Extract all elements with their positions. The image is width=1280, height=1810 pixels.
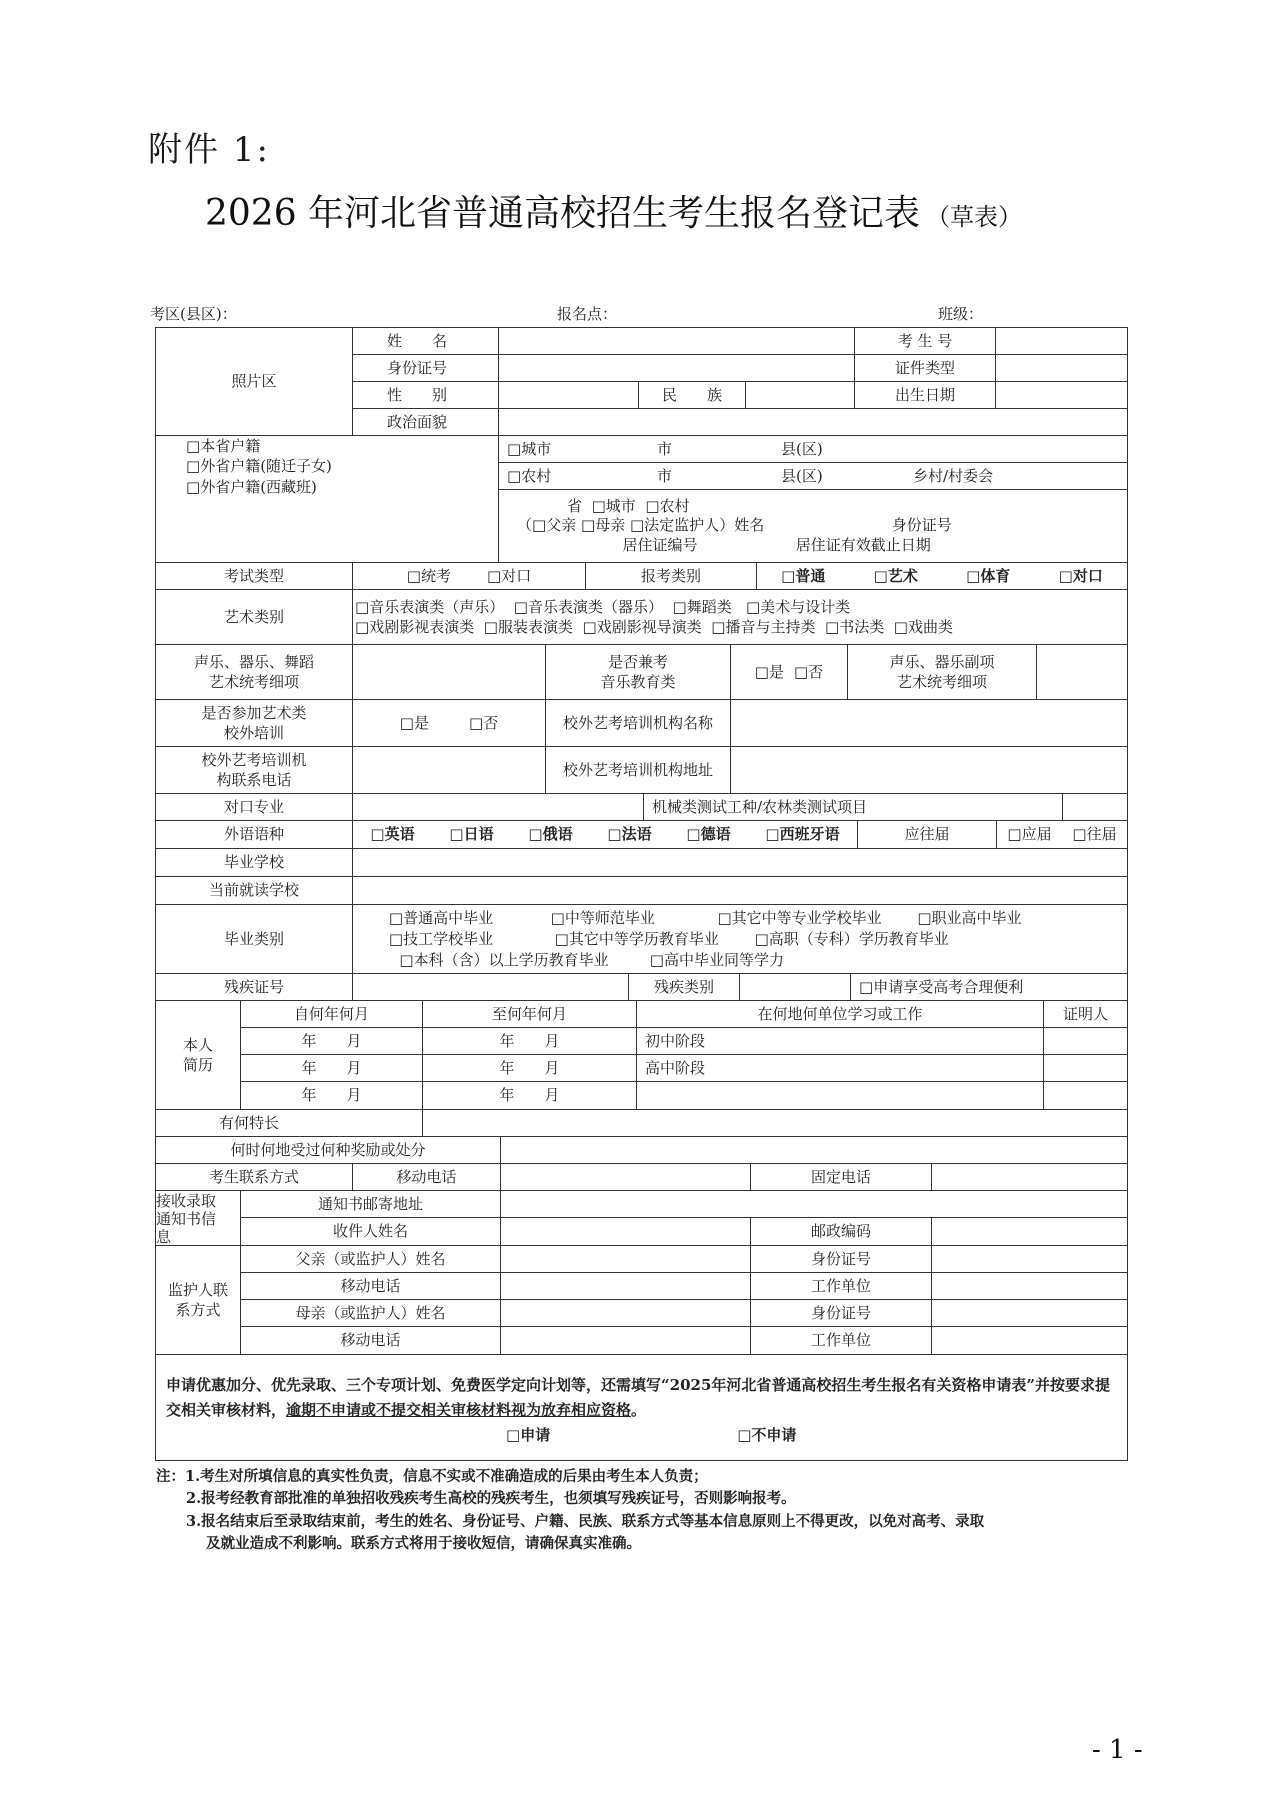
hukou-option-tibet[interactable]: □ 外省户籍(西藏班)	[186, 477, 317, 497]
hukou-rural-checkbox[interactable]: □ 农村	[507, 466, 657, 486]
mailing-address-input[interactable]	[500, 1190, 1128, 1218]
not-apply-checkbox[interactable]: □ 不申请	[737, 1426, 796, 1444]
notice-receipt-label-line1: 接收录取	[156, 1191, 217, 1210]
art-detail-label-line1: 声乐、器乐、舞蹈	[193, 652, 314, 671]
vocational-test-item-label: 机械类测试工种/农林类测试项目	[643, 793, 1063, 821]
recipient-name-label: 收件人姓名	[240, 1217, 501, 1246]
notice-receipt-label	[155, 1190, 241, 1246]
title-sub: （草表）	[926, 203, 1023, 231]
note-3-continued: 及就业造成不利影响。联系方式将用于接收短信，请确保真实准确。	[206, 1535, 641, 1553]
mailing-address-label: 通知书邮寄地址	[240, 1190, 501, 1218]
hukou-options	[155, 435, 499, 563]
category-art-checkbox[interactable]: □ 艺术	[874, 566, 918, 586]
photo-area[interactable]: 照片区	[155, 327, 353, 436]
residence-permit-number-label: 居住证编号	[622, 535, 698, 554]
foreign-language-label: 外语语种	[155, 820, 353, 849]
id-number-input[interactable]	[498, 354, 855, 382]
title-main: 2026 年河北省普通高校招生考生报名登记表	[205, 193, 921, 234]
resume-row3-place[interactable]	[636, 1081, 1044, 1110]
lang-french-checkbox[interactable]: □ 法语	[607, 824, 651, 844]
qualification-notice-end: 。	[631, 1400, 647, 1419]
category-label: 报考类别	[585, 562, 757, 590]
qualification-notice-warning: 逾期不申请或不提交相关审核材料视为放弃相应资格	[286, 1400, 632, 1419]
hukou-outside-block	[498, 489, 1128, 563]
mother-mobile-input[interactable]	[500, 1326, 751, 1355]
hukou-city-suffix: 市	[657, 439, 673, 458]
training-phone-label	[155, 746, 353, 794]
note-1: 1.考生对所填信息的真实性负责，信息不实或不准确造成的后果由考生本人负责；	[185, 1468, 708, 1485]
resume-header-witness: 证明人	[1043, 1000, 1128, 1028]
guardian-label-line2: 系方式	[175, 1301, 221, 1319]
awards-input[interactable]	[500, 1136, 1128, 1164]
political-status-input[interactable]	[498, 408, 1128, 436]
mother-id-label: 身份证号	[750, 1299, 932, 1327]
resume-header-from: 自何年何月	[240, 1000, 423, 1028]
guardian-name-label: ）姓名	[719, 516, 765, 535]
vocational-major-input[interactable]	[352, 793, 644, 821]
guardian-label-line1: 监护人联	[167, 1280, 228, 1299]
graduated-school-input[interactable]	[352, 848, 1128, 877]
training-phone-label-line1: 校外艺考培训机	[201, 750, 307, 769]
gender-input[interactable]	[498, 381, 639, 409]
music-edu-label-line1: 是否兼考	[607, 652, 668, 671]
recipient-name-input[interactable]	[500, 1217, 751, 1246]
training-org-address-input[interactable]	[730, 746, 1128, 794]
resume-header-to: 至何年何月	[422, 1000, 637, 1028]
training-phone-label-line2: 构联系电话	[216, 771, 292, 789]
training-no-checkbox[interactable]: □ 否	[469, 713, 498, 733]
disability-type-input[interactable]	[739, 973, 851, 1001]
notice-receipt-label-line2: 通知书信	[156, 1209, 217, 1228]
art-vocal-checkbox[interactable]: □ 音乐表演类（声乐）	[355, 598, 504, 616]
category-general-checkbox[interactable]: □ 普通	[781, 566, 825, 586]
ethnicity-input[interactable]	[745, 381, 855, 409]
gender-label: 性 别	[352, 381, 499, 409]
mother-name-label: 母亲（或监护人）姓名	[240, 1299, 501, 1327]
grad-bachelor-checkbox[interactable]: □ 本科（含）以上学历教育毕业	[363, 950, 645, 971]
art-broadcasting-checkbox[interactable]: □ 播音与主持类	[711, 618, 815, 636]
training-label	[155, 699, 353, 747]
specialty-input[interactable]	[422, 1109, 1128, 1137]
art-dance-checkbox[interactable]: □ 舞蹈类	[673, 598, 732, 616]
music-edu-label	[545, 644, 731, 700]
lang-english-checkbox[interactable]: □ 英语	[370, 824, 414, 844]
lang-spanish-checkbox[interactable]: □ 西班牙语	[765, 824, 839, 844]
category-vocational-checkbox[interactable]: □ 对口	[1059, 566, 1103, 586]
grad-technical-school-checkbox[interactable]: □ 技工学校毕业	[363, 929, 519, 950]
training-phone-input[interactable]	[352, 746, 546, 794]
resume-row1-witness[interactable]	[1043, 1027, 1128, 1055]
vocational-test-item-input[interactable]	[1062, 793, 1128, 821]
hukou-city-checkbox[interactable]: □ 城市	[507, 439, 657, 459]
father-name-label: 父亲（或监护人）姓名	[240, 1245, 501, 1273]
registration-point-label: 报名点：	[557, 305, 618, 323]
current-school-label: 当前就读学校	[155, 876, 353, 905]
resume-row1-to[interactable]: 年 月	[422, 1027, 637, 1055]
music-edu-label-line2: 音乐教育类	[600, 673, 676, 691]
class-label: 班级：	[938, 305, 984, 323]
resume-row1-place[interactable]: 初中阶段	[636, 1027, 1044, 1055]
mother-id-input[interactable]	[931, 1299, 1128, 1327]
training-org-address-label: 校外艺考培训机构地址	[545, 746, 731, 794]
current-school-input[interactable]	[352, 876, 1128, 905]
art-fashion-checkbox[interactable]: □ 服装表演类	[484, 618, 573, 636]
art-calligraphy-checkbox[interactable]: □ 书法类	[825, 618, 884, 636]
art-detail-input[interactable]	[352, 644, 546, 700]
mother-workplace-input[interactable]	[931, 1326, 1128, 1355]
father-id-label: 身份证号	[750, 1245, 932, 1273]
apply-checkbox[interactable]: □ 申请	[506, 1423, 732, 1448]
notes-prefix: 注：	[156, 1468, 185, 1485]
mother-workplace-label: 工作单位	[750, 1326, 932, 1355]
contact-mobile-input[interactable]	[500, 1163, 751, 1191]
disability-cert-input[interactable]	[352, 973, 629, 1001]
lang-russian-checkbox[interactable]: □ 俄语	[528, 824, 572, 844]
grad-other-specialized-checkbox[interactable]: □ 其它中等专业学校毕业	[687, 908, 913, 929]
grad-vocational-hs-checkbox[interactable]: □ 职业高中毕业	[917, 909, 1021, 927]
hukou-county-suffix: 县(区)	[781, 439, 823, 458]
resume-row3-to[interactable]: 年 月	[422, 1081, 637, 1110]
hukou-rural-city-suffix: 市	[657, 466, 673, 485]
name-label: 姓 名	[352, 327, 499, 355]
resume-header-place: 在何地何单位学习或工作	[636, 1000, 1044, 1028]
vocational-major-label: 对口专业	[155, 793, 353, 821]
id-type-label: 证件类型	[854, 354, 996, 382]
accommodation-checkbox[interactable]: □ 申请享受高考合理便利	[859, 977, 1023, 997]
art-directing-checkbox[interactable]: □ 戏剧影视导演类	[583, 618, 702, 636]
resume-label-line2: 简历	[182, 1056, 213, 1074]
political-status-label: 政治面貌	[352, 408, 499, 436]
sub-item-label	[847, 644, 1037, 700]
grad-higher-vocational-checkbox[interactable]: □ 高职（专科）学历教育毕业	[755, 930, 949, 948]
training-label-line1: 是否参加艺术类	[201, 703, 307, 722]
hukou-option-migrant[interactable]: □ 外省户籍(随迁子女)	[186, 456, 332, 476]
birth-date-label: 出生日期	[854, 381, 996, 409]
resume-row2-place[interactable]: 高中阶段	[636, 1054, 1044, 1082]
note-3: 3.报名结束后至录取结束前，考生的姓名、身份证号、户籍、民族、联系方式等基本信息原则上不得更改，以免对高考、录取	[186, 1512, 985, 1530]
hukou-rural-county-suffix: 县(区)	[781, 466, 823, 485]
music-edu-options	[730, 644, 848, 700]
lang-german-checkbox[interactable]: □ 德语	[686, 824, 730, 844]
art-detail-label	[155, 644, 353, 700]
art-category-label: 艺术类别	[155, 589, 353, 645]
category-options	[756, 562, 1128, 590]
foreign-language-options	[352, 820, 858, 849]
art-opera-checkbox[interactable]: □ 戏曲类	[894, 618, 953, 636]
exam-type-options	[352, 562, 586, 590]
resume-row1-from[interactable]: 年 月	[240, 1027, 423, 1055]
resume-row3-from[interactable]: 年 月	[240, 1081, 423, 1110]
notice-receipt-label-line3: 息	[156, 1227, 172, 1246]
resume-row2-to[interactable]: 年 月	[422, 1054, 637, 1082]
training-options	[352, 699, 546, 747]
candidate-number-input[interactable]	[995, 327, 1128, 355]
exam-type-vocational-checkbox[interactable]: □ 对口	[487, 566, 531, 586]
sub-item-label-line2: 艺术统考细项	[896, 673, 987, 691]
training-org-name-label: 校外艺考培训机构名称	[545, 699, 731, 747]
contact-landline-input[interactable]	[931, 1163, 1128, 1191]
sub-item-input[interactable]	[1036, 644, 1128, 700]
page-title	[205, 185, 1022, 236]
outside-rural-checkbox[interactable]: □ 农村	[645, 497, 689, 515]
resume-row2-witness[interactable]	[1043, 1054, 1128, 1082]
training-org-name-input[interactable]	[730, 699, 1128, 747]
qualification-notice	[155, 1354, 1128, 1461]
grad-other-secondary-checkbox[interactable]: □ 其它中等学历教育毕业	[524, 929, 750, 950]
grad-general-hs-checkbox[interactable]: □ 普通高中毕业	[363, 908, 519, 929]
contact-landline-label: 固定电话	[750, 1163, 932, 1191]
accommodation-option	[850, 973, 1128, 1001]
specialty-label: 有何特长	[155, 1109, 423, 1137]
resume-row3-witness[interactable]	[1043, 1081, 1128, 1110]
graduate-status-label: 应往届	[857, 820, 997, 849]
father-name-input[interactable]	[500, 1245, 751, 1273]
sub-item-label-line1: 声乐、器乐副项	[889, 652, 995, 671]
attachment-label: 附件 1:	[148, 130, 270, 170]
hukou-option-local[interactable]: □ 本省户籍	[186, 436, 260, 456]
guardian-mother-checkbox[interactable]: □ 母亲	[581, 516, 625, 534]
graduation-type-label: 毕业类别	[155, 904, 353, 974]
resume-label	[155, 1000, 241, 1110]
music-edu-yes-checkbox[interactable]: □ 是	[755, 662, 784, 682]
exam-type-label: 考试类型	[155, 562, 353, 590]
lang-japanese-checkbox[interactable]: □ 日语	[449, 824, 493, 844]
father-workplace-label: 工作单位	[750, 1272, 932, 1300]
disability-type-label: 残疾类别	[628, 973, 740, 1001]
grad-equivalent-checkbox[interactable]: □ 高中毕业同等学力	[650, 951, 784, 969]
art-category-options	[352, 589, 1128, 645]
graduated-school-label: 毕业学校	[155, 848, 353, 877]
resume-row2-from[interactable]: 年 月	[240, 1054, 423, 1082]
music-edu-no-checkbox[interactable]: □ 否	[794, 662, 823, 682]
guardian-label	[155, 1245, 241, 1355]
category-sports-checkbox[interactable]: □ 体育	[966, 566, 1010, 586]
notes-section	[156, 1466, 1136, 1556]
outside-city-checkbox[interactable]: □ 城市	[592, 497, 636, 515]
past-graduate-checkbox[interactable]: □ 往届	[1072, 824, 1116, 844]
ethnicity-label: 民 族	[638, 381, 746, 409]
current-graduate-checkbox[interactable]: □ 应届	[1007, 824, 1051, 844]
birth-date-input[interactable]	[995, 381, 1128, 409]
page-number: - 1 -	[1092, 1735, 1143, 1765]
postcode-input[interactable]	[931, 1217, 1128, 1246]
exam-area-label: 考区(县区)：	[150, 305, 237, 323]
contact-label: 考生联系方式	[155, 1163, 353, 1191]
hukou-village-suffix: 乡村/村委会	[913, 466, 994, 485]
id-type-input[interactable]	[995, 354, 1128, 382]
awards-label: 何时何地受过何种奖励或处分	[155, 1136, 501, 1164]
father-id-input[interactable]	[931, 1245, 1128, 1273]
outside-province-label: 省	[567, 496, 583, 515]
art-detail-label-line2: 艺术统考细项	[208, 673, 299, 691]
disability-cert-label: 残疾证号	[155, 973, 353, 1001]
art-fine-arts-checkbox[interactable]: □ 美术与设计类	[746, 598, 850, 616]
note-2: 2.报考经教育部批准的单独招收残疾考生高校的残疾考生，也须填写残疾证号，否则影响报考。	[186, 1490, 796, 1508]
residence-permit-expiry-label: 居住证有效截止日期	[795, 535, 931, 554]
guardian-legal-checkbox[interactable]: □ 法定监护人	[630, 516, 719, 534]
graduation-type-options	[352, 904, 1128, 974]
father-workplace-input[interactable]	[931, 1272, 1128, 1300]
father-mobile-input[interactable]	[500, 1272, 751, 1300]
training-label-line2: 校外培训	[223, 724, 284, 742]
qualification-notice-text: 申请优惠加分、优先录取、三个专项计划、免费医学定向计划等，还需填写“2025年河北省普通高校招生考生报名有关资格申请表”并按要求提交相关审核材料，	[166, 1376, 1111, 1419]
graduate-status-options	[996, 820, 1128, 849]
candidate-number-label: 考 生 号	[854, 327, 996, 355]
art-instrumental-checkbox[interactable]: □ 音乐表演类（器乐）	[514, 598, 663, 616]
paren-open: （	[517, 516, 533, 535]
father-mobile-label: 移动电话	[240, 1272, 501, 1300]
contact-mobile-label: 移动电话	[352, 1163, 501, 1191]
art-drama-acting-checkbox[interactable]: □ 戏剧影视表演类	[355, 618, 474, 636]
guardian-id-label: 身份证号	[891, 516, 952, 535]
mother-mobile-label: 移动电话	[240, 1326, 501, 1355]
resume-label-line1: 本人	[182, 1035, 213, 1054]
name-input[interactable]	[498, 327, 855, 355]
hukou-city-row	[498, 435, 1128, 463]
id-number-label: 身份证号	[352, 354, 499, 382]
postcode-label: 邮政编码	[750, 1217, 932, 1246]
training-yes-checkbox[interactable]: □ 是	[400, 713, 429, 733]
guardian-father-checkbox[interactable]: □ 父亲	[532, 516, 576, 534]
hukou-rural-row	[498, 462, 1128, 490]
mother-name-input[interactable]	[500, 1299, 751, 1327]
exam-type-unified-checkbox[interactable]: □ 统考	[407, 566, 451, 586]
grad-normal-school-checkbox[interactable]: □ 中等师范毕业	[524, 908, 682, 929]
